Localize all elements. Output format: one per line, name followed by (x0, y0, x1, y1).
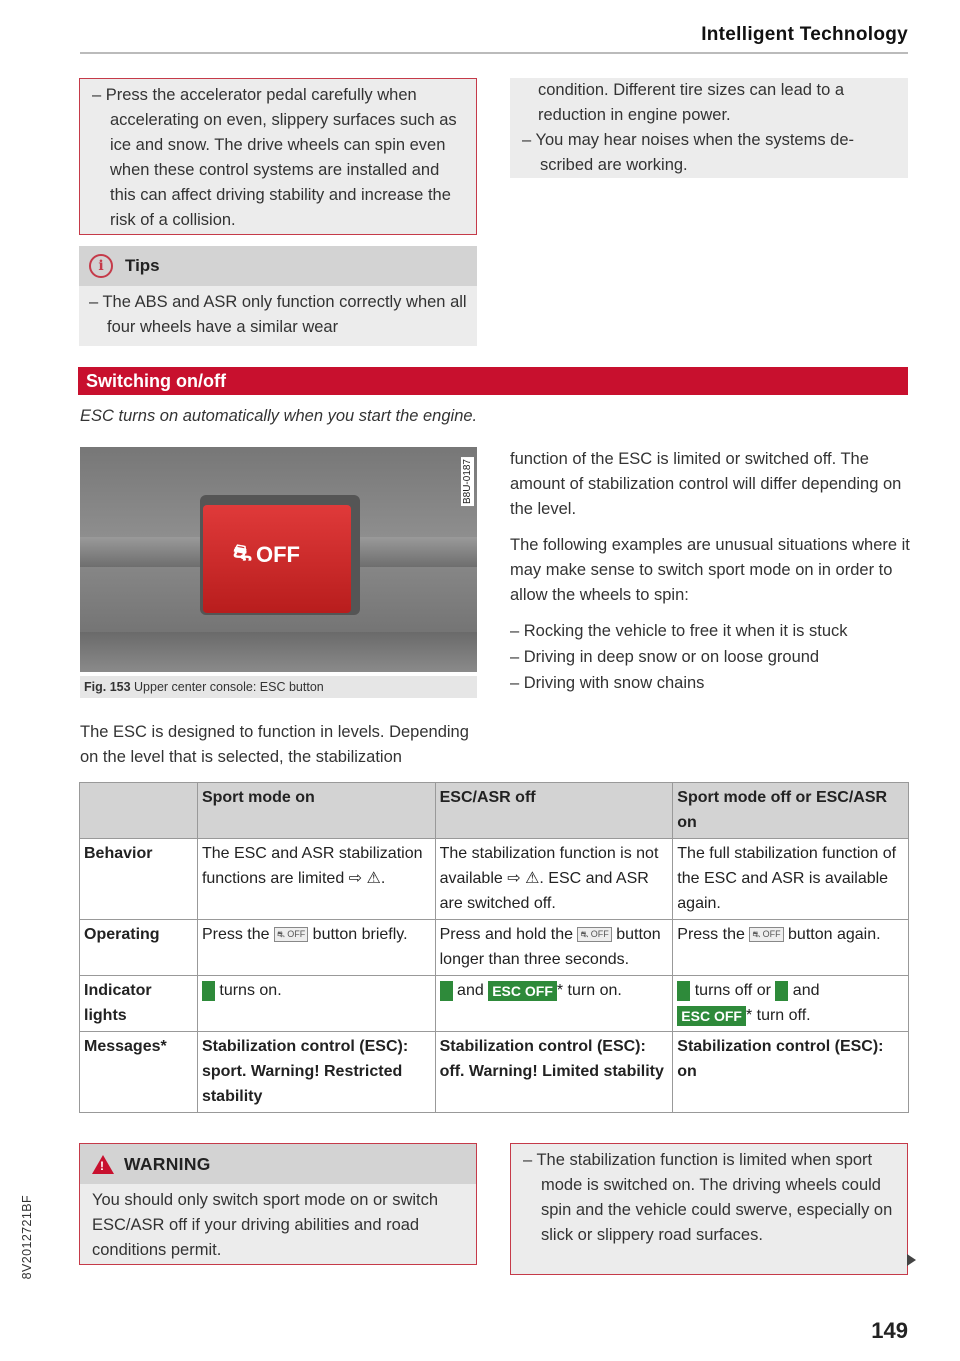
cell-text: * turn on. (556, 982, 622, 999)
esc-off-key-icon: ⛐ OFF (577, 927, 611, 942)
running-header: Intelligent Technology (701, 24, 908, 45)
header-divider (80, 52, 908, 54)
table-row (80, 839, 909, 920)
cell-text: turns off or (690, 982, 776, 999)
tips-box (79, 246, 477, 346)
table-cell (435, 976, 673, 1032)
cell-text: turns on. (214, 982, 282, 999)
warning-item: – The stabilization function is limited when sport mode is switched on. The driving wheels could spin and the vehicle could swerve, especially on slick or slippery road surfaces. (523, 1151, 893, 1244)
table-header (80, 783, 198, 839)
warning-header (80, 1144, 476, 1184)
document-code: 8V2012721BF (20, 1195, 34, 1280)
table-cell (435, 920, 673, 976)
figure-number: Fig. 153 (84, 680, 131, 694)
right-para-1: function of the ESC is limited or switched off. The amount of stabilization control will differ depending on the level. (510, 450, 902, 518)
info-icon: i (89, 254, 113, 278)
table-cell: The stabilization function is not available ⇨ ⚠. ESC and ASR are switched off. (435, 839, 673, 920)
list-item: – Rocking the vehicle to free it when it is stuck (510, 622, 848, 640)
esc-off-indicator-icon: ESC OFF (488, 981, 557, 1001)
warning-heading: WARNING (124, 1153, 211, 1174)
continuation-text: condition. Different tire sizes can lead to a reduction in engine power. (538, 81, 845, 124)
warning-continuation-box (79, 78, 477, 235)
esc-indicator-icon (775, 981, 788, 1001)
table-header: Sport mode on (197, 783, 435, 839)
tips-body (79, 286, 477, 346)
row-label: Behavior (80, 839, 198, 920)
tips-item: – The ABS and ASR only function correctly when all four wheels have a similar wear (89, 293, 467, 336)
button-label: OFF (256, 541, 300, 567)
right-para-2: The following examples are unusual situations where it may make sense to switch sport mode on in order to allow the wheels to spin: (510, 536, 910, 604)
cell-text: and (452, 982, 489, 999)
table-row (80, 920, 909, 976)
table-cell (673, 920, 909, 976)
table-header-row (80, 783, 909, 839)
table-row (80, 976, 909, 1032)
cell-text: Press and hold the (439, 926, 578, 943)
esc-modes-table (79, 782, 909, 1113)
cell-text: button briefly. (308, 926, 408, 943)
table-cell: Stabilization control (ESC): sport. Warning! Restricted stability (197, 1032, 435, 1113)
figure-caption-text: Upper center console: ESC button (134, 680, 324, 694)
table-header: Sport mode off or ESC/ASR on (673, 783, 909, 839)
continue-arrow-icon (907, 1254, 916, 1266)
warning-continuation-box-right (510, 1143, 908, 1275)
page-number: 149 (871, 1318, 908, 1343)
esc-off-key-icon: ⛐ OFF (274, 927, 308, 942)
right-body (510, 447, 910, 697)
esc-indicator-icon (677, 981, 690, 1001)
cell-text: Press the (201, 926, 274, 943)
warning-text: You should only switch sport mode on or switch ESC/ASR off if your driving abilities and road conditions permit. (92, 1191, 439, 1259)
table-header: ESC/ASR off (435, 783, 673, 839)
table-cell: The ESC and ASR stabilization functions are limited ⇨ ⚠. (197, 839, 435, 920)
cell-text: button longer than three seconds. (439, 926, 661, 968)
table-cell (197, 976, 435, 1032)
row-label: Indicator lights (80, 976, 198, 1032)
esc-off-indicator-icon: ESC OFF (677, 1006, 746, 1026)
cell-text: * turn off. (745, 1007, 811, 1024)
cell-text: and (788, 982, 820, 999)
row-label: Messages* (80, 1032, 198, 1113)
cell-text: Press the (677, 926, 750, 943)
cell-text: button again. (783, 926, 881, 943)
table-row (80, 1032, 909, 1113)
continuation-item: – You may hear noises when the systems described are working. (522, 131, 855, 174)
esc-indicator-icon (202, 981, 215, 1001)
tips-header (79, 246, 477, 286)
warning-item: – Press the accelerator pedal carefully when accelerating on even, slippery surfaces such as ice and snow. The drive wheels can spin even when these control systems are installed and this can affect driving stability and increase the risk of a collision. (92, 86, 457, 229)
table-cell: Stabilization control (ESC): on (673, 1032, 909, 1113)
table-cell (673, 976, 909, 1032)
table-cell: The full stabilization function of the ESC and ASR is available again. (673, 839, 909, 920)
continuation-box (510, 78, 908, 178)
figure-caption (80, 676, 477, 698)
section-title: Switching on/off (78, 367, 908, 395)
warning-triangle-icon: ! (92, 1155, 114, 1174)
table-cell: Stabilization control (ESC): off. Warning! Limited stability (435, 1032, 673, 1113)
warning-box (79, 1143, 477, 1265)
list-item: – Driving with snow chains (510, 674, 705, 692)
esc-button-figure (80, 447, 477, 672)
tips-heading: Tips (125, 256, 160, 275)
esc-off-button (203, 505, 351, 613)
row-label: Operating (80, 920, 198, 976)
left-body-text: The ESC is designed to function in levels. Depending on the level that is selected, the stabilization (80, 723, 469, 766)
car-skid-icon: ⛐ (233, 540, 252, 565)
esc-off-key-icon: ⛐ OFF (749, 927, 783, 942)
esc-indicator-icon (440, 981, 453, 1001)
figure-code: B8U-0187 (462, 459, 473, 505)
table-cell (197, 920, 435, 976)
section-intro: ESC turns on automatically when you start the engine. (80, 407, 478, 425)
list-item: – Driving in deep snow or on loose ground (510, 648, 820, 666)
